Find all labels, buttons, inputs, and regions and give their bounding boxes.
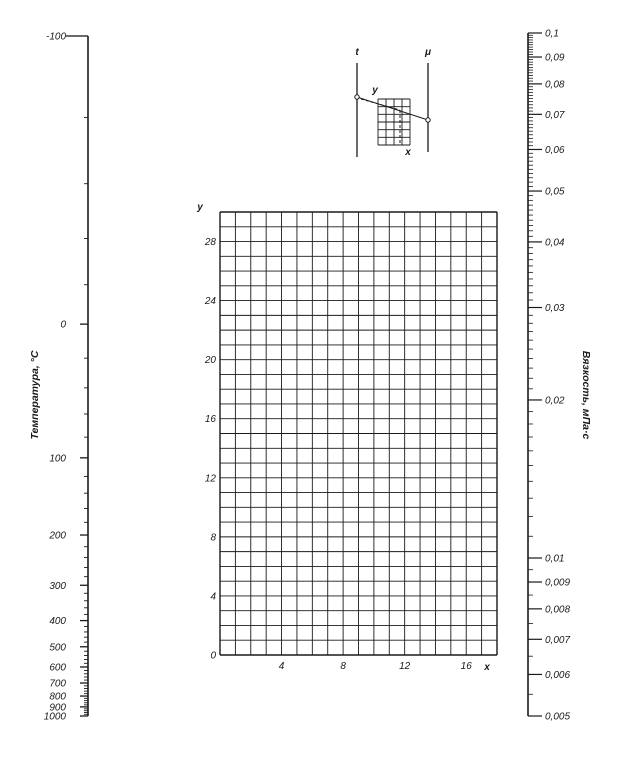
viscosity-tick-label: 0,01	[545, 553, 565, 565]
viscosity-tick-label: 0,007	[545, 634, 571, 646]
grid-y-tick-label: 16	[204, 414, 216, 426]
viscosity-tick-label: 0,006	[545, 669, 571, 681]
temperature-tick-label: 100	[49, 453, 66, 465]
temperature-tick-label: 500	[49, 642, 66, 654]
key-x-label: x	[405, 147, 411, 158]
temperature-axis-title: Температура, °C	[29, 350, 41, 440]
grid-x-axis-label: x	[484, 662, 490, 673]
grid-y-tick-label: 0	[210, 650, 216, 662]
grid-y-tick-label: 24	[204, 296, 216, 308]
viscosity-tick-label: 0,07	[545, 109, 565, 121]
viscosity-tick-label: 0,05	[545, 186, 565, 198]
viscosity-tick-label: 0,005	[545, 711, 571, 723]
viscosity-tick-label: 0,008	[545, 604, 571, 616]
key-point-t	[355, 95, 359, 99]
grid-y-tick-label: 12	[204, 473, 216, 485]
key-t-label: t	[355, 47, 359, 58]
key-mu-label: μ	[424, 47, 432, 58]
temperature-scale	[29, 32, 88, 723]
temperature-tick-label: 400	[49, 616, 66, 628]
viscosity-tick-label: 0,09	[545, 52, 565, 64]
temperature-tick-label: 900	[49, 702, 66, 714]
grid-x-tick-label: 4	[278, 661, 285, 672]
grid-y-axis-label: y	[197, 202, 203, 213]
grid-x-tick-label: 12	[399, 661, 411, 672]
viscosity-tick-label: 0,03	[545, 303, 565, 315]
temperature-tick-label: 0	[60, 319, 66, 331]
grid-x-tick-label: 8	[340, 661, 346, 672]
temperature-tick-label: 300	[49, 580, 66, 592]
viscosity-tick-label: 0,08	[545, 79, 565, 91]
temperature-tick-label: 200	[49, 530, 66, 542]
viscosity-tick-label: 0,1	[545, 28, 559, 40]
temperature-tick-label: 600	[49, 662, 66, 674]
viscosity-scale	[528, 29, 592, 723]
coordinate-grid	[196, 202, 497, 673]
viscosity-tick-label: 0,06	[545, 144, 565, 156]
key-y-label: y	[372, 85, 378, 96]
key-mini-grid	[378, 99, 410, 145]
viscosity-axis-title: Вязкость, мПа·с	[580, 350, 592, 440]
grid-y-tick-label: 28	[204, 237, 216, 249]
key-diagram	[355, 47, 431, 158]
viscosity-tick-label: 0,009	[545, 577, 571, 589]
key-point-mu	[426, 118, 430, 122]
temperature-tick-label: 1000	[43, 711, 66, 723]
grid-y-tick-label: 4	[210, 591, 216, 603]
grid-x-tick-label: 16	[460, 661, 472, 672]
temperature-tick-label: 700	[49, 678, 66, 690]
temperature-tick-label: -100	[45, 31, 66, 43]
viscosity-tick-label: 0,02	[545, 395, 565, 407]
grid-y-tick-label: 8	[210, 532, 216, 544]
viscosity-tick-label: 0,04	[545, 237, 565, 249]
temperature-tick-label: 800	[49, 691, 66, 703]
grid-y-tick-label: 20	[204, 355, 216, 367]
